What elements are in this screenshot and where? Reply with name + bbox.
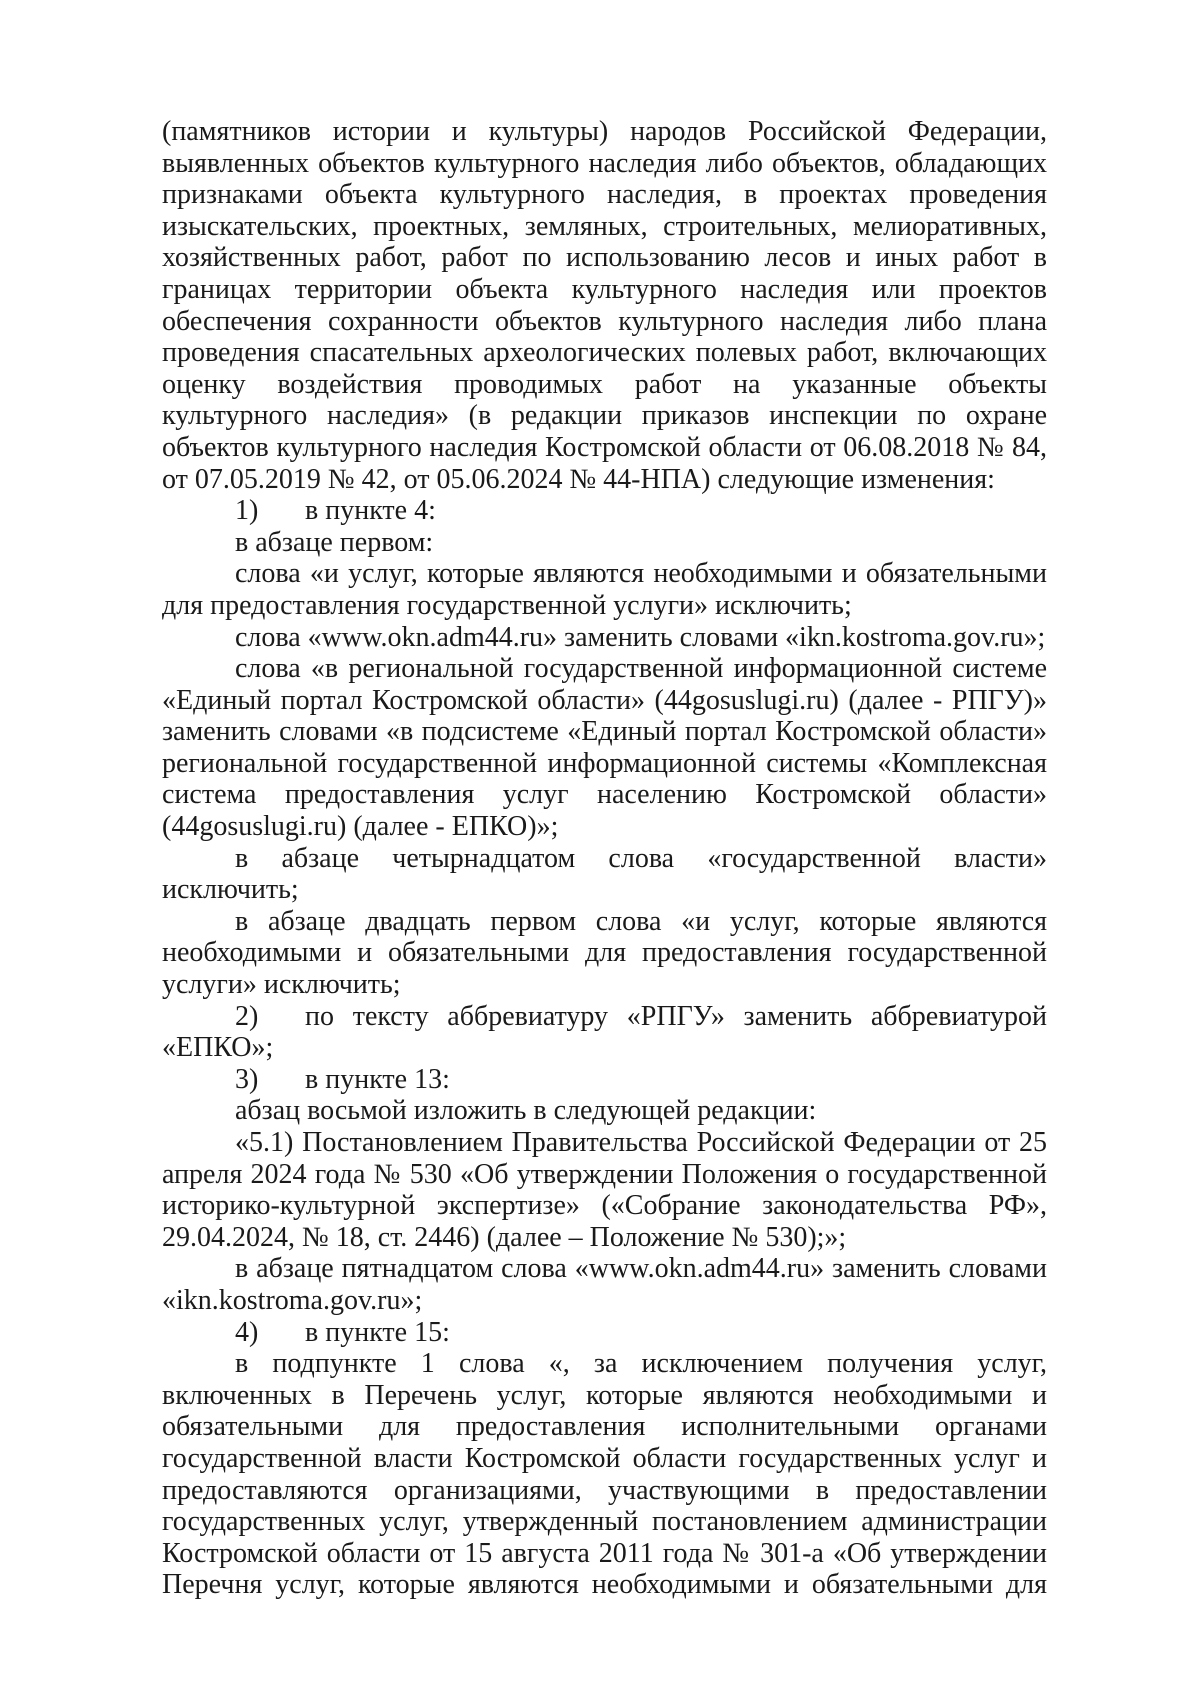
list-item-number: 2) xyxy=(235,1000,259,1032)
paragraph-words-2: слова «www.okn.adm44.ru» заменить словами «ikn.kostroma.gov.ru»; xyxy=(235,621,1046,653)
list-item-number: 4) xyxy=(235,1316,259,1348)
paragraph-podpunkt-1: в подпункте 1 слова «, за исключением получения услуг, включенных в Перечень услуг, которые являются необходимыми и обязательными для предоставления исполнительными органами государственной власти Костромской области государственных услуг и предоставляются организациями, участвующими в предоставлении государственных услуг, утвержденный постановлением администрации Костромской области от 15 августа 2011 года № 301-а «Об утверждении Перечня услуг, которые являются необходимыми и обязательными для xyxy=(162,1348,1047,1601)
list-item-4 xyxy=(162,1317,1047,1349)
list-item-number: 1) xyxy=(235,495,259,527)
paragraph-abzac-21: в абзаце двадцать первом слова «и услуг, которые являются необходимыми и обязательными для предоставления государственной услуги» исключить; xyxy=(162,905,1047,1001)
list-item-text: по тексту аббревиатуру «РПГУ» заменить аббревиатурой «ЕПКО»; xyxy=(162,1000,1047,1064)
list-item-number: 3) xyxy=(235,1063,259,1095)
intro-paragraph: (памятников истории и культуры) народов Российской Федерации, выявленных объектов культурного наследия либо объектов, обладающих признаками объекта культурного наследия, в проектах проведения изыскательских, проектных, земляных, строительных, мелиоративных, хозяйственных работ, работ по использованию лесов и иных работ в границах территории объекта культурного наследия или проектов обеспечения сохранности объектов культурного наследия либо плана проведения спасательных археологических полевых работ, включающих оценку воздействия проводимых работ на указанные объекты культурного наследия» (в редакции приказов инспекции по охране объектов культурного наследия Костромской области от 06.08.2018 № 84, от 07.05.2019 № 42, от 05.06.2024 № 44-НПА) следующие изменения: xyxy=(162,116,1047,495)
paragraph-abzac-14: в абзаце четырнадцатом слова «государственной власти» исключить; xyxy=(162,842,1047,906)
paragraph-abzac-15: в абзаце пятнадцатом слова «www.okn.adm44.ru» заменить словами «ikn.kostroma.gov.ru»; xyxy=(162,1253,1047,1316)
document-body xyxy=(162,116,1047,1601)
paragraph-quote-5-1: «5.1) Постановлением Правительства Российской Федерации от 25 апреля 2024 года № 530 «Об утверждении Положения о государственной историко-культурной экспертизе» («Собрание законодательства РФ», 29.04.2024, № 18, ст. 2446) (далее – Положение № 530);»; xyxy=(162,1127,1047,1253)
list-item-1 xyxy=(162,495,1047,527)
list-item-2 xyxy=(162,1001,1047,1064)
list-item-text: в пункте 4: xyxy=(305,495,436,527)
list-item-3 xyxy=(162,1064,1047,1096)
paragraph-words-3: слова «в региональной государственной информационной системе «Единый портал Костромской области» (44gosuslugi.ru) (далее - РПГУ)» заменить словами «в подсистеме «Единый портал Костромской области» региональной государственной информационной системы «Комплексная система предоставления услуг населению Костромской области» (44gosuslugi.ru) (далее - ЕПКО)»; xyxy=(162,653,1047,843)
paragraph-abzac-first: в абзаце первом: xyxy=(235,526,434,558)
paragraph-words-1: слова «и услуг, которые являются необходимыми и обязательными для предоставления государственной услуги» исключить; xyxy=(162,558,1047,621)
list-item-text: в пункте 15: xyxy=(305,1316,450,1348)
paragraph-abzac-8: абзац восьмой изложить в следующей редакции: xyxy=(235,1095,817,1127)
list-item-text: в пункте 13: xyxy=(305,1063,450,1095)
